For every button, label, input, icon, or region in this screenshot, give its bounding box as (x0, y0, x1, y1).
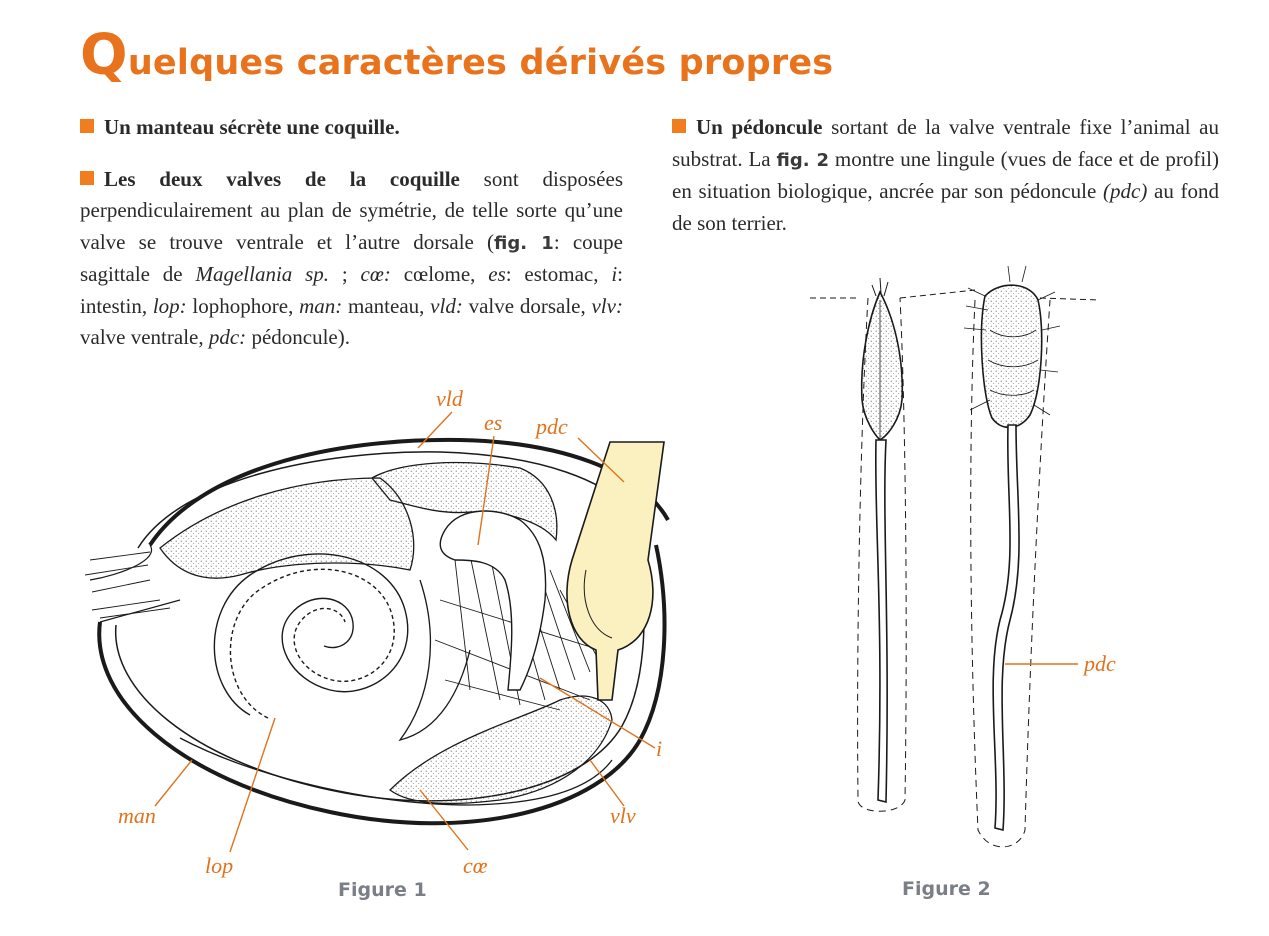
valves-text-c: ; (329, 262, 361, 286)
lingula-profile-shell (981, 285, 1041, 427)
stomach (440, 511, 545, 690)
fig-ref-1: fig. 1 (494, 232, 554, 254)
label-i: i (656, 736, 663, 761)
lower-coelom (390, 696, 612, 803)
lophophore-spiral (214, 554, 407, 718)
figure-2-caption: Figure 2 (902, 878, 991, 900)
paragraph-manteau-bold: Un manteau sécrète une coquille. (104, 115, 400, 139)
valves-text: sont disposées perpendiculairement au plan de symétrie, de telle sorte qu’une valve se trouve ventrale et l’autre dorsale ( (80, 166, 623, 254)
abbr-vld: vld: (430, 293, 463, 318)
valves-text-b: : coupe sagittale de (80, 229, 623, 286)
title-initial: Q (80, 23, 128, 88)
peduncle-bold: Un pédoncule (696, 115, 823, 139)
abbr-es: es (488, 262, 506, 286)
upper-coelom (160, 478, 414, 578)
def-vlv: valve ventrale, (80, 325, 209, 349)
label-vlv: vlv (610, 803, 636, 828)
abbr-vlv: vlv: (591, 293, 623, 318)
def-lop: lophophore, (186, 293, 300, 318)
def-es: : estomac, (505, 262, 612, 286)
profile-peduncle (993, 425, 1019, 830)
abbr-pdc: pdc: (208, 325, 247, 349)
def-vld: valve dorsale, (462, 293, 592, 318)
def-coe: cœlome, (390, 262, 489, 286)
def-pdc: pédoncule). (246, 325, 350, 349)
label-man: man (118, 803, 156, 828)
valves-bold: Les deux valves de la coquille (104, 166, 460, 191)
figure-2-drawing (810, 266, 1100, 847)
species-name: Magellania sp. (195, 262, 330, 286)
abbr-man: man: (299, 293, 343, 318)
label-pdc-fig2: pdc (1084, 651, 1116, 676)
def-i: : intestin, (80, 262, 624, 318)
lingula-front-shell (862, 292, 903, 440)
label-pdc-fig1: pdc (536, 414, 568, 439)
figure-1-caption: Figure 1 (338, 879, 427, 901)
peduncle (567, 442, 664, 700)
label-vld: vld (436, 386, 463, 411)
label-coe: cœ (463, 853, 488, 878)
figure-1-drawing (85, 412, 668, 852)
abbr-i: i (611, 262, 618, 286)
front-peduncle (876, 440, 887, 802)
title-rest: uelques caractères dérivés propres (127, 43, 834, 83)
label-lop: lop (205, 853, 234, 878)
abbr-pdc-right: (pdc) (1103, 179, 1148, 203)
label-es: es (484, 410, 503, 435)
peduncle-text-b: montre une lingule (vues de face et de profil) en situation biologique, ancrée par son pédoncule (672, 146, 1219, 203)
abbr-lop: lop: (152, 293, 187, 318)
fig-ref-2: fig. 2 (776, 149, 829, 171)
def-man: manteau, (342, 293, 431, 318)
abbr-coe: cœ: (360, 262, 391, 286)
peduncle-text-a: sortant de la valve ventrale fixe l’animal au substrat. La (672, 115, 1219, 171)
sediment-surface (810, 290, 1100, 300)
peduncle-text-c: au fond de son terrier. (672, 179, 1219, 235)
